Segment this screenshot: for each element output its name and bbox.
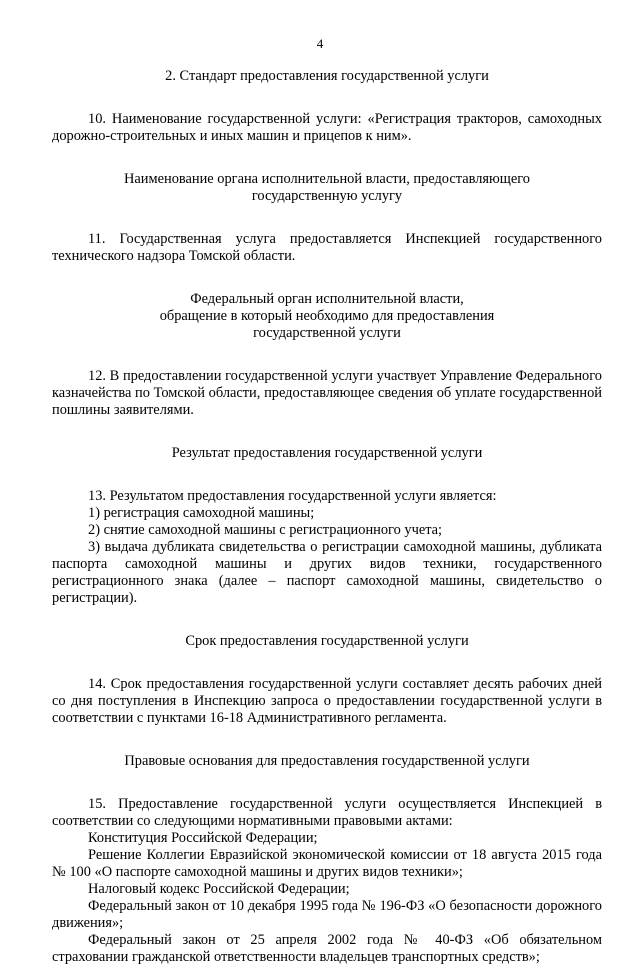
heading-federal-line-3: государственной услуги [253, 325, 401, 341]
paragraph-13: 13. Результатом предоставления государственной услуги является: [88, 488, 497, 504]
legal-act-eec-decision: Решение Коллегии Евразийской экономической комиссии от 18 августа 2015 года № 100 «О паспорте самоходной машины и других видов техники»; [52, 847, 602, 880]
heading-federal-line-1: Федеральный орган исполнительной власти, [190, 291, 464, 307]
legal-act-law-196: Федеральный закон от 10 декабря 1995 года № 196-ФЗ «О безопасности дорожного движения»; [52, 898, 602, 931]
paragraph-14: 14. Срок предоставления государственной услуги составляет десять рабочих дней со дня поступления в Инспекцию запроса о предоставлении государственной услуги в соответствии с пунктами 16-18 Административного регламента. [52, 676, 602, 726]
paragraph-11: 11. Государственная услуга предоставляется Инспекцией государственного технического надзора Томской области. [52, 231, 602, 264]
paragraph-13-item-3: 3) выдача дубликата свидетельства о регистрации самоходной машины, дубликата паспорта самоходной машины и других видов техники, государственного регистрационного знака (далее – паспорт самоходной машины, свидетельство о регистрации). [52, 539, 602, 606]
heading-term: Срок предоставления государственной услуги [185, 633, 469, 649]
paragraph-13-item-2: 2) снятие самоходной машины с регистрационного учета; [88, 522, 443, 538]
paragraph-15: 15. Предоставление государственной услуги осуществляется Инспекцией в соответствии со следующими нормативными правовыми актами: [52, 796, 602, 829]
legal-act-law-40: Федеральный закон от 25 апреля 2002 года № 40-ФЗ «Об обязательном страховании гражданской ответственности владельцев транспортных средств»; [52, 932, 602, 965]
legal-act-tax-code: Налоговый кодекс Российской Федерации; [88, 881, 350, 897]
legal-act-constitution: Конституция Российской Федерации; [88, 830, 318, 846]
page-number: 4 [316, 36, 324, 51]
paragraph-10: 10. Наименование государственной услуги: «Регистрация тракторов, самоходных дорожно-строительных и иных машин и прицепов к ним». [52, 111, 602, 144]
section-title: 2. Стандарт предоставления государственной услуги [165, 68, 489, 84]
paragraph-13-item-1: 1) регистрация самоходной машины; [88, 505, 315, 521]
paragraph-12: 12. В предоставлении государственной услуги участвует Управление Федерального казначейства по Томской области, предоставляющее сведения об уплате государственной пошлины заявителями. [52, 368, 602, 418]
heading-legal: Правовые основания для предоставления государственной услуги [124, 753, 530, 769]
heading-organ: Наименование органа исполнительной власти, предоставляющего государственную услугу [124, 171, 530, 204]
heading-federal-line-2: обращение в который необходимо для предоставления [159, 308, 495, 324]
document-body [52, 68, 602, 966]
heading-result: Результат предоставления государственной услуги [171, 445, 483, 461]
